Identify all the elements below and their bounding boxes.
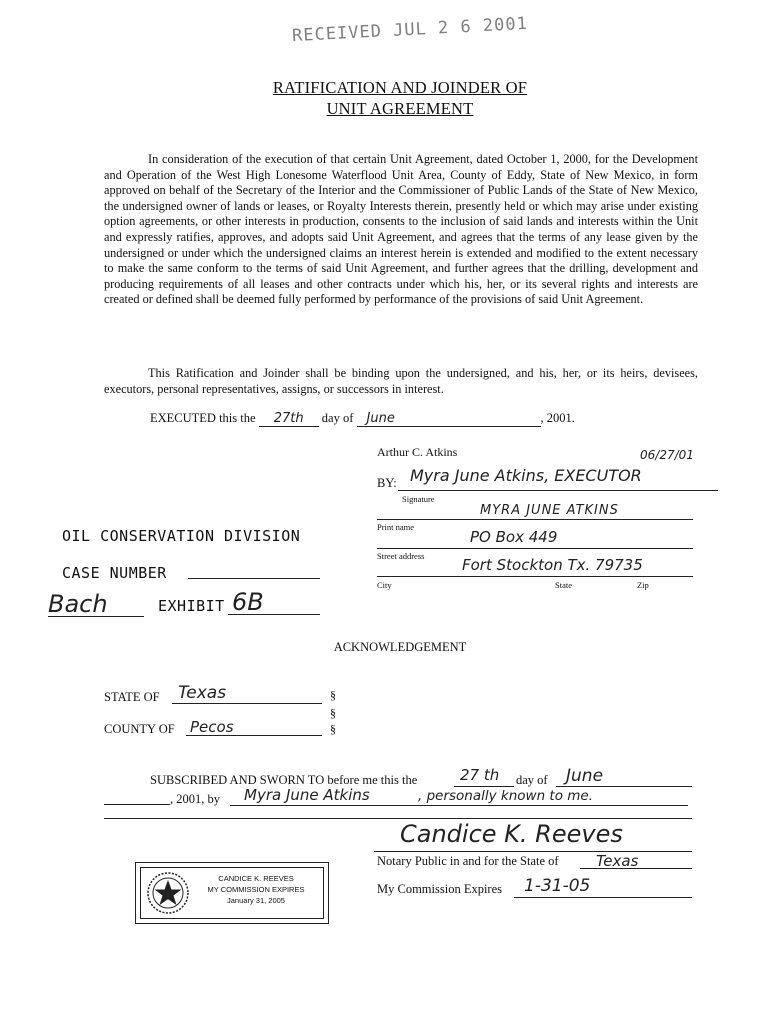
- notary-label: Notary Public in and for the State of: [377, 854, 559, 868]
- executed-mid: day of: [321, 411, 354, 425]
- section-symbol-1: §: [330, 688, 336, 702]
- zip-label: Zip: [637, 580, 649, 590]
- signature: Myra June Atkins, EXECUTOR: [410, 466, 642, 485]
- state-label: State: [555, 580, 572, 590]
- street-address-label: Street address: [377, 551, 425, 561]
- seal-line-date: January 31, 2005: [227, 896, 285, 905]
- notary-seal: [135, 862, 329, 924]
- notary-seal-text: [196, 873, 316, 906]
- seal-line-commission: MY COMMISSION EXPIRES: [207, 885, 305, 894]
- street-address-line: [377, 548, 693, 549]
- exhibit-number-line: [228, 614, 320, 615]
- binding-paragraph: This Ratification and Joinder shall be binding upon the undersigned, and his, her, or its heirs, devisees, executors, personal representatives, assigns, or successors in interest.: [104, 366, 698, 396]
- sworn-year-prefix-line: [104, 804, 170, 805]
- texas-star-seal-icon: [146, 871, 190, 915]
- executed-year: , 2001.: [540, 411, 575, 425]
- sworn-day-line: [454, 786, 514, 787]
- notary-signature-line: [374, 851, 692, 852]
- document-title-line2: UNIT AGREEMENT: [326, 99, 474, 118]
- received-stamp: RECEIVED JUL 2 6 2001: [291, 13, 529, 47]
- case-number-line: [188, 578, 320, 579]
- sworn-day: 27 th: [460, 766, 500, 784]
- executed-line: [150, 411, 575, 427]
- notary-state: Texas: [596, 852, 639, 870]
- print-name-label: Print name: [377, 522, 415, 532]
- consideration-paragraph: In consideration of the execution of that certain Unit Agreement, dated October 1, 2000, for the Development and Operation of the West High Lonesome Waterflood Unit Area, County of Eddy, State of New Mexico, in form approved on behalf of the Secretary of the Interior and the Commissioner of Public Lands of the State of New Mexico, the undersigned owner of lands or leases, or Royalty Interests therein, presently held or which may arise under existing option agreements, or other interests in production, consents to the inclusion of said lands and interests within the Unit and expressly ratifies, approves, and adopts said Unit Agreement, and agrees that the terms of any lease given by the undersigned or under which the undersigned claims an interest herein is extended and modified to the extent necessary to make the same conform to the terms of said Unit Agreement, and further agrees that the drilling, development and producing requirements of all leases and other contracts under which his, her, or its several rights and interests are created or defined shall be deemed fully performed by performance of the provisions of said Unit Agreement.: [104, 152, 698, 307]
- sworn-name-line: [230, 805, 688, 806]
- separator-line: [104, 818, 692, 819]
- section-symbol-2: §: [330, 706, 336, 720]
- seal-line-name: CANDICE K. REEVES: [218, 874, 294, 883]
- exhibit-name-line: [48, 616, 144, 617]
- section-symbol-3: §: [330, 722, 336, 736]
- city-state-zip: Fort Stockton Tx. 79735: [462, 556, 643, 574]
- commission-expires-line: [514, 897, 692, 898]
- sworn-year: , 2001, by: [170, 792, 220, 806]
- by-label: BY:: [377, 476, 397, 490]
- sworn-month: June: [566, 766, 604, 786]
- print-name: MYRA JUNE ATKINS: [480, 503, 619, 518]
- commission-expires-label: My Commission Expires: [377, 882, 503, 896]
- sworn-personally-known: , personally known to me.: [418, 788, 594, 804]
- executed-month: June: [357, 411, 541, 427]
- sworn-month-line: [556, 786, 692, 787]
- print-name-line: [377, 519, 693, 520]
- signer-name: Arthur C. Atkins: [377, 445, 458, 459]
- county-of-value: Pecos: [190, 718, 234, 736]
- commission-expires-value: 1-31-05: [524, 876, 591, 896]
- sworn-name: Myra June Atkins: [244, 786, 370, 804]
- street-address: PO Box 449: [470, 528, 558, 546]
- sworn-prefix: SUBSCRIBED AND SWORN TO before me this the: [150, 773, 418, 787]
- exhibit-number: 6B: [232, 588, 264, 616]
- state-of-label: STATE OF: [104, 690, 160, 704]
- city-line: [377, 576, 693, 577]
- acknowledgement-heading: ACKNOWLEDGEMENT: [333, 640, 467, 654]
- case-number-label: CASE NUMBER: [62, 564, 167, 582]
- notary-signature: Candice K. Reeves: [400, 820, 623, 848]
- signature-label: Signature: [402, 494, 435, 504]
- exhibit-label: EXHIBIT: [158, 597, 225, 615]
- county-of-label: COUNTY OF: [104, 722, 175, 736]
- signature-line: [398, 490, 718, 491]
- city-label: City: [377, 580, 392, 590]
- notary-state-line: [580, 868, 692, 869]
- state-of-value: Texas: [178, 683, 227, 703]
- county-of-line: [186, 735, 322, 736]
- signature-date: 06/27/01: [640, 448, 694, 462]
- document-title-line1: RATIFICATION AND JOINDER OF: [272, 78, 528, 97]
- exhibit-handwritten-name: Bach: [48, 590, 108, 618]
- state-of-line: [172, 703, 322, 704]
- executed-prefix: EXECUTED this the: [150, 411, 256, 425]
- oil-conservation-division: OIL CONSERVATION DIVISION: [62, 527, 301, 545]
- sworn-mid: day of: [516, 773, 548, 787]
- executed-day: 27th: [259, 411, 319, 427]
